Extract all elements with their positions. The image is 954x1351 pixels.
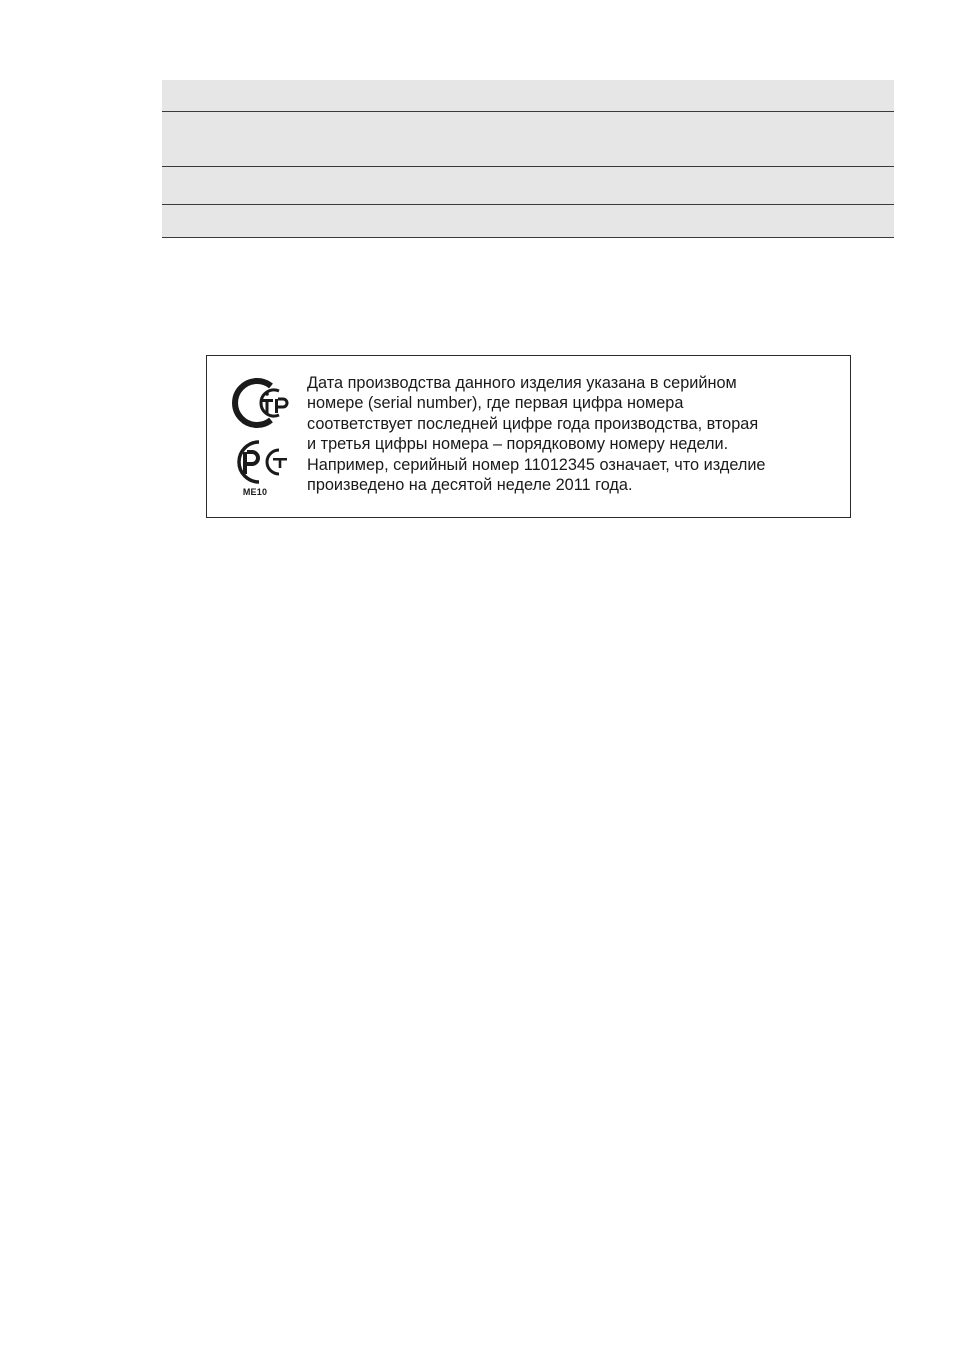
table-row xyxy=(162,205,894,238)
gost-r-certification-mark-icon xyxy=(229,436,297,488)
table-row xyxy=(162,80,894,112)
notice-line: Дата производства данного изделия указана в серийном xyxy=(307,374,737,392)
notice-line: произведено на десятой неделе 2011 года. xyxy=(307,476,633,495)
notice-line: и третья цифры номера – порядковому номеру недели. xyxy=(307,435,729,454)
table-row xyxy=(162,167,894,205)
certification-notice-box xyxy=(206,355,851,518)
notice-line: Например, серийный номер 11012345 означает, что изделие xyxy=(307,455,766,474)
certification-marks xyxy=(229,378,297,500)
ctr-certification-mark-icon xyxy=(229,378,297,430)
shaded-table xyxy=(162,80,894,238)
certification-code: ME10 xyxy=(242,487,268,497)
production-date-notice xyxy=(307,373,842,495)
notice-line: номере (serial number), где первая цифра номера xyxy=(307,394,684,413)
notice-line: соответствует последней цифре года производства, вторая xyxy=(307,414,759,433)
table-row xyxy=(162,112,894,167)
